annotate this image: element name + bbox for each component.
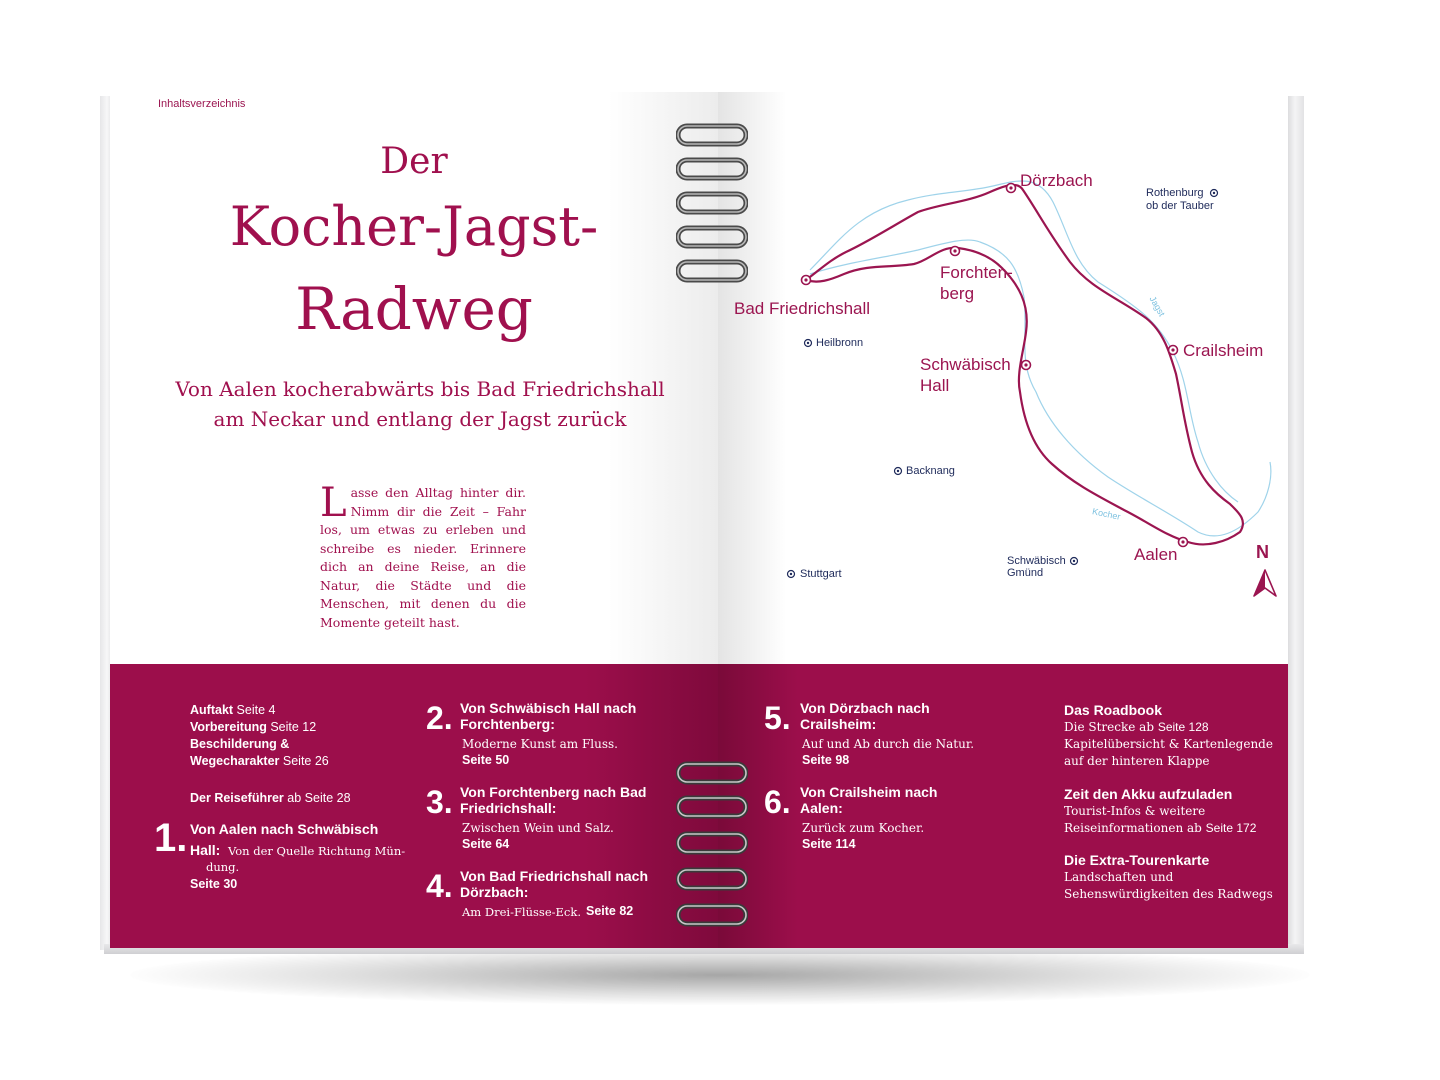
toc-beschilderung-page: Seite 26 bbox=[282, 754, 329, 768]
chapter-4-title-line1: Von Bad Friedrichshall nach bbox=[460, 868, 649, 884]
chapter-4-desc: Am Drei-Flüsse-Eck. bbox=[462, 905, 581, 919]
toc-beschilderung[interactable] bbox=[190, 753, 410, 770]
title-line-2: Kocher-Jagst- bbox=[229, 195, 599, 258]
roadbook-line3: auf der hinteren Klappe bbox=[1064, 754, 1210, 768]
chapter-1-title-line2: Hall: bbox=[190, 842, 221, 858]
roadbook-line1-page: Seite 128 bbox=[1157, 720, 1209, 734]
subtitle-line-2: am Neckar und entlang der Jagst zurück bbox=[213, 407, 627, 431]
binding-ring bbox=[676, 760, 748, 786]
toc-akku[interactable] bbox=[1064, 786, 1284, 837]
chapter-5-page: Seite 98 bbox=[802, 753, 850, 767]
chapter-2-title-line1: Von Schwäbisch Hall nach bbox=[460, 700, 637, 716]
chapter-2-number: 2. bbox=[426, 700, 453, 736]
intro-text bbox=[320, 480, 526, 632]
roadbook-line2: Kapitelübersicht & Kartenlegende bbox=[1064, 737, 1273, 751]
akku-line2-text: Reiseinformationen ab bbox=[1064, 821, 1202, 835]
chapter-6-number: 6. bbox=[764, 784, 791, 820]
river-label-jagst: Jagst bbox=[1147, 294, 1167, 319]
binding-ring bbox=[676, 224, 748, 250]
chapter-4-number: 4. bbox=[426, 868, 453, 904]
drop-cap: L bbox=[320, 480, 347, 526]
toc-reisefuehrer[interactable] bbox=[190, 790, 410, 807]
label-doerzbach: Dörzbach bbox=[1020, 171, 1093, 190]
label-schwaebisch-hall-2: Hall bbox=[920, 376, 950, 395]
city-schwaebisch-gmuend-2: Gmünd bbox=[1007, 567, 1044, 579]
toc-chapter-4[interactable] bbox=[426, 866, 686, 926]
chapter-4-page: Seite 82 bbox=[586, 904, 634, 918]
chapter-1-title-line1: Von Aalen nach Schwäbisch bbox=[190, 821, 379, 837]
city-rothenburg-2: ob der Tauber bbox=[1146, 200, 1214, 212]
left-page bbox=[110, 92, 718, 948]
toc-vorbereitung[interactable] bbox=[190, 719, 410, 736]
toc-vorbereitung-page: Seite 12 bbox=[270, 720, 317, 734]
city-rothenburg-1: Rothenburg bbox=[1146, 187, 1204, 199]
akku-line2-page: Seite 172 bbox=[1205, 821, 1257, 835]
extra-line1: Landschaften und bbox=[1064, 870, 1174, 884]
toc-chapter-3[interactable] bbox=[426, 782, 676, 854]
akku-line2 bbox=[1064, 820, 1284, 837]
binding-ring bbox=[676, 902, 748, 928]
label-forchtenberg-1: Forchten- bbox=[940, 263, 1013, 282]
chapter-4-title-line2: Dörzbach: bbox=[460, 884, 529, 900]
chapter-5-title-line1: Von Dörzbach nach bbox=[800, 700, 930, 716]
label-bad-friedrichshall: Bad Friedrichshall bbox=[734, 299, 871, 318]
river-kocher bbox=[810, 240, 1271, 536]
toc-reisefuehrer-label: Der Reiseführer bbox=[190, 791, 284, 805]
akku-line1: Tourist-Infos & weitere bbox=[1064, 804, 1206, 818]
binding-ring bbox=[676, 794, 748, 820]
toc-beschilderung-label: Wegecharakter bbox=[190, 754, 280, 768]
toc-band-right bbox=[718, 664, 1288, 948]
chapter-1-desc-line2: dung. bbox=[206, 860, 240, 874]
binding-ring bbox=[676, 122, 748, 148]
chapter-3-number: 3. bbox=[426, 784, 453, 820]
subtitle bbox=[150, 374, 690, 434]
subtitle-line-1: Von Aalen kocherabwärts bis Bad Friedrichshall bbox=[175, 377, 665, 401]
roadbook-line1 bbox=[1064, 719, 1284, 736]
akku-title: Zeit den Akku aufzuladen bbox=[1064, 786, 1233, 802]
city-stuttgart: Stuttgart bbox=[800, 568, 842, 580]
book-shadow bbox=[130, 945, 1310, 1005]
toc-extra-tourenkarte[interactable] bbox=[1064, 852, 1284, 903]
right-page-stack bbox=[1286, 96, 1304, 948]
chapter-2-title-line2: Forchtenberg: bbox=[460, 716, 555, 732]
chapter-1-page: Seite 30 bbox=[190, 877, 238, 891]
river-label-kocher: Kocher bbox=[1091, 506, 1122, 522]
binding-ring bbox=[676, 156, 748, 182]
toc-chapter-6[interactable] bbox=[764, 782, 994, 854]
toc-vorbereitung-label: Vorbereitung bbox=[190, 720, 267, 734]
binding-ring bbox=[676, 190, 748, 216]
city-heilbronn: Heilbronn bbox=[816, 337, 864, 349]
compass-label: N bbox=[1256, 542, 1269, 562]
toc-auftakt-label: Auftakt bbox=[190, 703, 234, 717]
roadbook-title: Das Roadbook bbox=[1064, 702, 1163, 718]
label-forchtenberg-2: berg bbox=[940, 284, 975, 303]
chapter-2-desc: Moderne Kunst am Fluss. bbox=[462, 737, 618, 751]
chapter-6-title-line2: Aalen: bbox=[800, 800, 843, 816]
toc-auftakt[interactable] bbox=[190, 702, 410, 719]
chapter-6-page: Seite 114 bbox=[802, 837, 856, 851]
toc-roadbook[interactable] bbox=[1064, 702, 1284, 770]
toc-chapter-1[interactable] bbox=[154, 818, 404, 898]
chapter-6-title-line1: Von Crailsheim nach bbox=[800, 784, 938, 800]
toc-chapter-2[interactable] bbox=[426, 698, 666, 770]
title-line-1: Der bbox=[380, 141, 448, 182]
toc-chapter-5[interactable] bbox=[764, 698, 994, 770]
extra-title: Die Extra-Tourenkarte bbox=[1064, 852, 1210, 868]
label-crailsheim: Crailsheim bbox=[1183, 341, 1264, 360]
chapter-5-title-line2: Crailsheim: bbox=[800, 716, 877, 732]
toc-beschilderung-line1: Beschilderung & bbox=[190, 737, 290, 751]
section-rubric: Inhaltsverzeichnis bbox=[158, 98, 246, 110]
chapter-5-number: 5. bbox=[764, 700, 791, 736]
toc-band-left bbox=[110, 664, 718, 948]
binding-ring bbox=[676, 830, 748, 856]
binding-ring bbox=[676, 866, 748, 892]
chapter-2-page: Seite 50 bbox=[462, 753, 510, 767]
chapter-6-desc: Zurück zum Kocher. bbox=[802, 821, 925, 835]
chapter-3-desc: Zwischen Wein und Salz. bbox=[462, 821, 614, 835]
intro-body: asse den Alltag hinter dir. Nimm dir die Zeit – Fahr los, um etwas zu erleben und schreibe es nieder. Erinnere dich an deine Reise, an die Natur, die Städte und die Menschen, mit denen du die Momente geteilt hast. bbox=[320, 485, 526, 630]
toc-auftakt-page: Seite 4 bbox=[236, 703, 276, 717]
city-markers bbox=[788, 190, 1218, 578]
chapter-3-title-line1: Von Forchtenberg nach Bad bbox=[460, 784, 647, 800]
city-backnang: Backnang bbox=[906, 465, 955, 477]
toc-reisefuehrer-page: ab Seite 28 bbox=[287, 791, 351, 805]
chapter-3-title-line2: Friedrichshall: bbox=[460, 800, 557, 816]
label-schwaebisch-hall-1: Schwäbisch bbox=[920, 355, 1011, 374]
binding-ring bbox=[676, 258, 748, 284]
roadbook-line1-text: Die Strecke ab bbox=[1064, 720, 1154, 734]
chapter-5-desc: Auf und Ab durch die Natur. bbox=[802, 737, 975, 751]
city-schwaebisch-gmuend-1: Schwäbisch bbox=[1007, 555, 1066, 567]
title-line-3: Radweg bbox=[295, 275, 533, 343]
chapter-1-desc-line1: Von der Quelle Richtung Mün- bbox=[228, 844, 406, 858]
right-page bbox=[718, 92, 1288, 948]
toc-prelude bbox=[190, 702, 410, 770]
label-aalen: Aalen bbox=[1134, 545, 1178, 564]
chapter-1-number: 1. bbox=[154, 816, 188, 860]
extra-line2: Sehenswürdigkeiten des Radwegs bbox=[1064, 887, 1273, 901]
chapter-3-page: Seite 64 bbox=[462, 837, 510, 851]
